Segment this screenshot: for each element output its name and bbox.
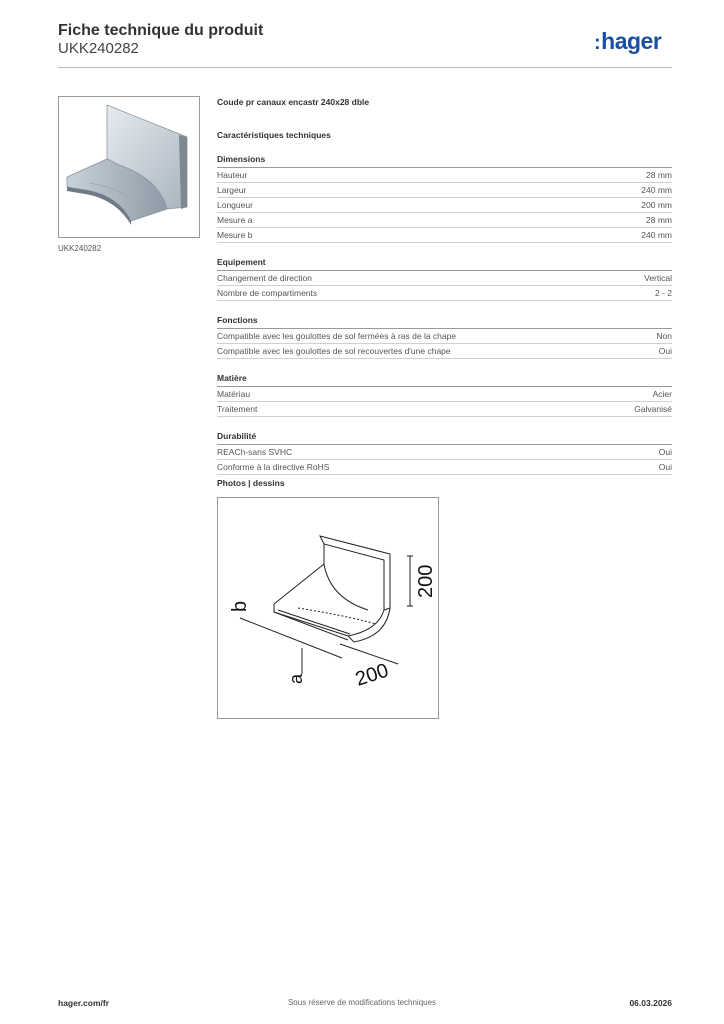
technical-sheet bbox=[217, 96, 672, 475]
spec-row bbox=[217, 271, 672, 286]
spec-row bbox=[217, 387, 672, 402]
section-equipement bbox=[217, 256, 672, 301]
spec-label: Matériau bbox=[217, 389, 251, 399]
spec-value: 200 mm bbox=[641, 200, 672, 210]
technical-drawing bbox=[217, 497, 439, 719]
spec-label: Compatible avec les goulottes de sol recouvertes d'une chape bbox=[217, 346, 451, 356]
product-image-caption: UKK240282 bbox=[58, 244, 102, 253]
spec-row bbox=[217, 228, 672, 243]
spec-row bbox=[217, 213, 672, 228]
dimension-b-label: b bbox=[229, 600, 251, 612]
spec-row bbox=[217, 329, 672, 344]
spec-row bbox=[217, 168, 672, 183]
footer-date: 06.03.2026 bbox=[629, 998, 672, 1008]
page-title: Fiche technique du produit bbox=[58, 22, 264, 39]
footer-notice: Sous réserve de modifications techniques bbox=[287, 998, 437, 1007]
spec-value: Acier bbox=[652, 389, 672, 399]
product-image bbox=[58, 96, 200, 238]
spec-value: Vertical bbox=[644, 273, 672, 283]
spec-row bbox=[217, 344, 672, 359]
section-title: Matière bbox=[217, 372, 672, 387]
product-reference: UKK240282 bbox=[58, 40, 139, 57]
spec-value: 2 - 2 bbox=[654, 288, 672, 298]
section-title: Equipement bbox=[217, 256, 672, 271]
spec-label: Compatible avec les goulottes de sol fermées à ras de la chape bbox=[217, 331, 457, 341]
spec-value: Oui bbox=[658, 346, 672, 356]
dimension-drawing-icon bbox=[218, 498, 438, 718]
section-title: Fonctions bbox=[217, 314, 672, 329]
spec-row bbox=[217, 183, 672, 198]
hager-logo: :hager bbox=[594, 28, 662, 54]
spec-row bbox=[217, 445, 672, 460]
spec-value: 240 mm bbox=[641, 185, 672, 195]
dimension-a-label: a bbox=[286, 673, 306, 684]
section-fonctions bbox=[217, 314, 672, 359]
spec-value: 28 mm bbox=[646, 170, 672, 180]
spec-value: Galvanisé bbox=[634, 404, 672, 414]
spec-row bbox=[217, 460, 672, 475]
spec-label: Longueur bbox=[217, 200, 253, 210]
spec-label: Nombre de compartiments bbox=[217, 288, 318, 298]
section-matiere bbox=[217, 372, 672, 417]
spec-label: REACh-sans SVHC bbox=[217, 447, 293, 457]
spec-value: Oui bbox=[658, 462, 672, 472]
header-divider bbox=[58, 67, 672, 68]
section-title: Durabilité bbox=[217, 430, 672, 445]
spec-row bbox=[217, 198, 672, 213]
spec-label: Hauteur bbox=[217, 170, 248, 180]
spec-value: Oui bbox=[658, 447, 672, 457]
spec-row bbox=[217, 286, 672, 301]
length-dimension-label: 200 bbox=[352, 659, 392, 691]
section-title: Dimensions bbox=[217, 153, 672, 168]
product-photo-icon bbox=[59, 97, 199, 237]
spec-label: Mesure b bbox=[217, 230, 253, 240]
spec-value: 240 mm bbox=[641, 230, 672, 240]
spec-label: Traitement bbox=[217, 404, 258, 414]
spec-label: Largeur bbox=[217, 185, 247, 195]
spec-value: 28 mm bbox=[646, 215, 672, 225]
section-dimensions bbox=[217, 153, 672, 243]
photos-heading: Photos | dessins bbox=[217, 478, 285, 488]
spec-label: Mesure a bbox=[217, 215, 253, 225]
spec-label: Changement de direction bbox=[217, 273, 312, 283]
characteristics-heading: Caractéristiques techniques bbox=[217, 130, 331, 140]
height-dimension-label: 200 bbox=[415, 564, 437, 598]
spec-value: Non bbox=[656, 331, 672, 341]
spec-label: Conforme à la directive RoHS bbox=[217, 462, 330, 472]
section-durabilite bbox=[217, 430, 672, 475]
footer-website: hager.com/fr bbox=[58, 998, 110, 1008]
spec-row bbox=[217, 402, 672, 417]
product-name: Coude pr canaux encastr 240x28 dble bbox=[217, 97, 370, 107]
